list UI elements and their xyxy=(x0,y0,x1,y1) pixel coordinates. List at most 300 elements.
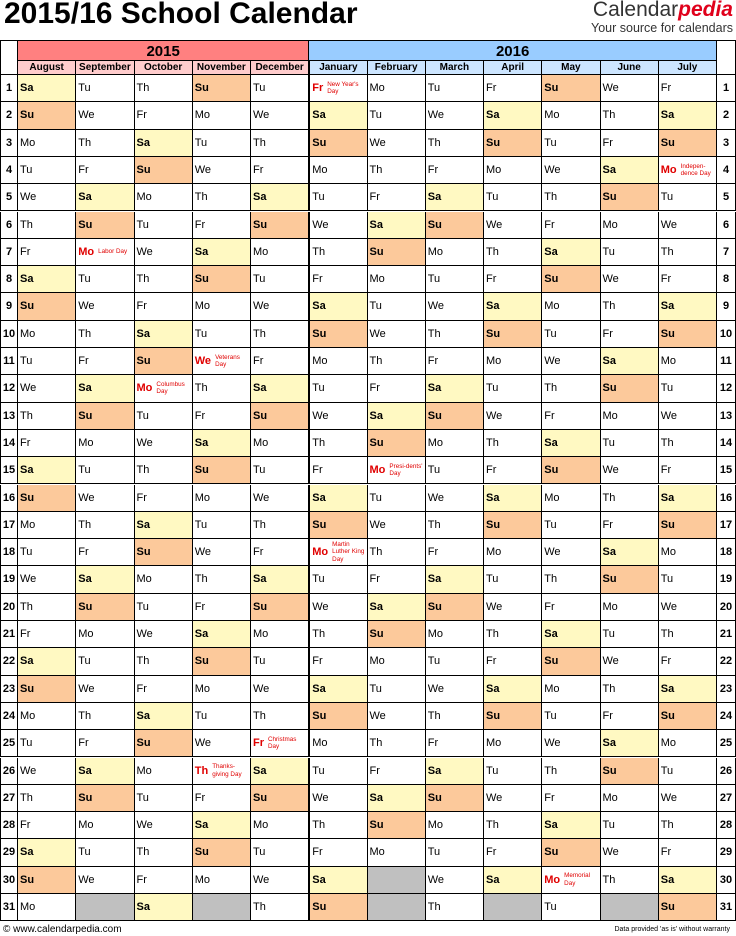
day-cell[interactable] xyxy=(659,403,717,430)
day-cell[interactable] xyxy=(309,321,367,348)
day-cell[interactable] xyxy=(135,184,193,211)
day-cell[interactable] xyxy=(251,839,309,866)
day-cell[interactable] xyxy=(18,539,76,566)
day-cell[interactable] xyxy=(426,703,484,730)
day-cell[interactable] xyxy=(601,785,659,812)
day-cell[interactable] xyxy=(76,648,134,675)
day-cell[interactable] xyxy=(193,566,251,593)
day-cell[interactable] xyxy=(484,867,542,894)
day-cell[interactable] xyxy=(426,594,484,621)
day-cell[interactable] xyxy=(193,512,251,539)
day-cell[interactable] xyxy=(542,730,600,757)
day-cell[interactable] xyxy=(18,157,76,184)
day-cell[interactable] xyxy=(76,102,134,129)
day-cell[interactable] xyxy=(18,621,76,648)
day-cell[interactable] xyxy=(601,566,659,593)
day-cell[interactable] xyxy=(251,676,309,703)
day-cell[interactable] xyxy=(193,785,251,812)
day-cell[interactable] xyxy=(309,839,367,866)
day-cell[interactable] xyxy=(251,648,309,675)
day-cell[interactable] xyxy=(659,648,717,675)
day-cell[interactable] xyxy=(135,867,193,894)
day-cell[interactable] xyxy=(368,293,426,320)
day-cell[interactable] xyxy=(601,485,659,512)
day-cell[interactable] xyxy=(542,430,600,457)
holiday-cell[interactable] xyxy=(542,867,600,894)
day-cell[interactable] xyxy=(193,157,251,184)
day-cell[interactable] xyxy=(659,485,717,512)
day-cell[interactable] xyxy=(426,457,484,484)
day-cell[interactable] xyxy=(542,485,600,512)
day-cell[interactable] xyxy=(542,457,600,484)
day-cell[interactable] xyxy=(659,730,717,757)
day-cell[interactable] xyxy=(484,375,542,402)
day-cell[interactable] xyxy=(193,594,251,621)
day-cell[interactable] xyxy=(193,75,251,102)
day-cell[interactable] xyxy=(18,703,76,730)
day-cell[interactable] xyxy=(542,266,600,293)
day-cell[interactable] xyxy=(18,566,76,593)
day-cell[interactable] xyxy=(601,812,659,839)
day-cell[interactable] xyxy=(426,212,484,239)
day-cell[interactable] xyxy=(484,293,542,320)
day-cell[interactable] xyxy=(135,758,193,785)
day-cell[interactable] xyxy=(76,457,134,484)
day-cell[interactable] xyxy=(309,867,367,894)
day-cell[interactable] xyxy=(484,894,542,921)
day-cell[interactable] xyxy=(484,566,542,593)
day-cell[interactable] xyxy=(76,894,134,921)
day-cell[interactable] xyxy=(251,375,309,402)
day-cell[interactable] xyxy=(542,293,600,320)
day-cell[interactable] xyxy=(193,212,251,239)
day-cell[interactable] xyxy=(484,266,542,293)
day-cell[interactable] xyxy=(368,703,426,730)
day-cell[interactable] xyxy=(542,648,600,675)
day-cell[interactable] xyxy=(542,894,600,921)
day-cell[interactable] xyxy=(368,894,426,921)
day-cell[interactable] xyxy=(368,403,426,430)
day-cell[interactable] xyxy=(426,102,484,129)
day-cell[interactable] xyxy=(18,512,76,539)
day-cell[interactable] xyxy=(193,266,251,293)
day-cell[interactable] xyxy=(659,785,717,812)
day-cell[interactable] xyxy=(542,75,600,102)
day-cell[interactable] xyxy=(309,403,367,430)
day-cell[interactable] xyxy=(76,867,134,894)
day-cell[interactable] xyxy=(542,403,600,430)
day-cell[interactable] xyxy=(542,375,600,402)
day-cell[interactable] xyxy=(484,539,542,566)
day-cell[interactable] xyxy=(76,703,134,730)
day-cell[interactable] xyxy=(426,539,484,566)
day-cell[interactable] xyxy=(659,75,717,102)
day-cell[interactable] xyxy=(368,512,426,539)
day-cell[interactable] xyxy=(426,676,484,703)
day-cell[interactable] xyxy=(309,512,367,539)
day-cell[interactable] xyxy=(309,758,367,785)
day-cell[interactable] xyxy=(484,321,542,348)
day-cell[interactable] xyxy=(368,321,426,348)
day-cell[interactable] xyxy=(368,102,426,129)
day-cell[interactable] xyxy=(484,157,542,184)
day-cell[interactable] xyxy=(76,812,134,839)
day-cell[interactable] xyxy=(309,184,367,211)
day-cell[interactable] xyxy=(18,758,76,785)
day-cell[interactable] xyxy=(251,321,309,348)
day-cell[interactable] xyxy=(659,239,717,266)
day-cell[interactable] xyxy=(426,266,484,293)
day-cell[interactable] xyxy=(368,239,426,266)
day-cell[interactable] xyxy=(309,348,367,375)
day-cell[interactable] xyxy=(601,239,659,266)
day-cell[interactable] xyxy=(484,758,542,785)
day-cell[interactable] xyxy=(368,430,426,457)
day-cell[interactable] xyxy=(484,785,542,812)
day-cell[interactable] xyxy=(251,348,309,375)
day-cell[interactable] xyxy=(193,894,251,921)
day-cell[interactable] xyxy=(18,375,76,402)
day-cell[interactable] xyxy=(484,130,542,157)
day-cell[interactable] xyxy=(76,75,134,102)
day-cell[interactable] xyxy=(193,485,251,512)
day-cell[interactable] xyxy=(251,102,309,129)
day-cell[interactable] xyxy=(251,130,309,157)
day-cell[interactable] xyxy=(18,403,76,430)
day-cell[interactable] xyxy=(76,621,134,648)
day-cell[interactable] xyxy=(484,457,542,484)
day-cell[interactable] xyxy=(251,621,309,648)
day-cell[interactable] xyxy=(251,293,309,320)
day-cell[interactable] xyxy=(426,130,484,157)
day-cell[interactable] xyxy=(18,839,76,866)
day-cell[interactable] xyxy=(601,621,659,648)
day-cell[interactable] xyxy=(309,676,367,703)
day-cell[interactable] xyxy=(542,839,600,866)
day-cell[interactable] xyxy=(309,212,367,239)
day-cell[interactable] xyxy=(76,676,134,703)
day-cell[interactable] xyxy=(135,430,193,457)
day-cell[interactable] xyxy=(18,321,76,348)
day-cell[interactable] xyxy=(426,293,484,320)
day-cell[interactable] xyxy=(251,157,309,184)
day-cell[interactable] xyxy=(601,375,659,402)
day-cell[interactable] xyxy=(659,212,717,239)
day-cell[interactable] xyxy=(368,621,426,648)
day-cell[interactable] xyxy=(659,293,717,320)
day-cell[interactable] xyxy=(484,839,542,866)
day-cell[interactable] xyxy=(601,730,659,757)
day-cell[interactable] xyxy=(309,566,367,593)
day-cell[interactable] xyxy=(542,239,600,266)
day-cell[interactable] xyxy=(76,403,134,430)
day-cell[interactable] xyxy=(135,348,193,375)
day-cell[interactable] xyxy=(309,812,367,839)
day-cell[interactable] xyxy=(76,266,134,293)
day-cell[interactable] xyxy=(251,457,309,484)
day-cell[interactable] xyxy=(659,266,717,293)
day-cell[interactable] xyxy=(193,239,251,266)
day-cell[interactable] xyxy=(542,758,600,785)
day-cell[interactable] xyxy=(309,730,367,757)
day-cell[interactable] xyxy=(426,75,484,102)
day-cell[interactable] xyxy=(659,758,717,785)
day-cell[interactable] xyxy=(76,321,134,348)
day-cell[interactable] xyxy=(426,375,484,402)
day-cell[interactable] xyxy=(601,539,659,566)
day-cell[interactable] xyxy=(542,321,600,348)
day-cell[interactable] xyxy=(659,594,717,621)
day-cell[interactable] xyxy=(193,867,251,894)
day-cell[interactable] xyxy=(18,184,76,211)
day-cell[interactable] xyxy=(659,566,717,593)
day-cell[interactable] xyxy=(309,375,367,402)
day-cell[interactable] xyxy=(251,566,309,593)
day-cell[interactable] xyxy=(76,212,134,239)
holiday-cell[interactable] xyxy=(368,457,426,484)
day-cell[interactable] xyxy=(135,130,193,157)
day-cell[interactable] xyxy=(484,75,542,102)
day-cell[interactable] xyxy=(368,566,426,593)
day-cell[interactable] xyxy=(601,266,659,293)
day-cell[interactable] xyxy=(251,867,309,894)
day-cell[interactable] xyxy=(193,730,251,757)
holiday-cell[interactable] xyxy=(251,730,309,757)
day-cell[interactable] xyxy=(135,102,193,129)
day-cell[interactable] xyxy=(18,812,76,839)
day-cell[interactable] xyxy=(76,539,134,566)
day-cell[interactable] xyxy=(601,867,659,894)
day-cell[interactable] xyxy=(484,676,542,703)
day-cell[interactable] xyxy=(18,130,76,157)
day-cell[interactable] xyxy=(135,539,193,566)
day-cell[interactable] xyxy=(193,539,251,566)
day-cell[interactable] xyxy=(193,457,251,484)
day-cell[interactable] xyxy=(659,348,717,375)
day-cell[interactable] xyxy=(426,730,484,757)
day-cell[interactable] xyxy=(426,758,484,785)
day-cell[interactable] xyxy=(18,212,76,239)
day-cell[interactable] xyxy=(251,239,309,266)
day-cell[interactable] xyxy=(426,430,484,457)
day-cell[interactable] xyxy=(368,676,426,703)
day-cell[interactable] xyxy=(659,130,717,157)
day-cell[interactable] xyxy=(251,758,309,785)
day-cell[interactable] xyxy=(426,648,484,675)
day-cell[interactable] xyxy=(18,75,76,102)
day-cell[interactable] xyxy=(135,266,193,293)
day-cell[interactable] xyxy=(76,293,134,320)
day-cell[interactable] xyxy=(251,266,309,293)
day-cell[interactable] xyxy=(251,212,309,239)
day-cell[interactable] xyxy=(601,512,659,539)
holiday-cell[interactable] xyxy=(193,758,251,785)
day-cell[interactable] xyxy=(601,293,659,320)
footer-url[interactable]: © www.calendarpedia.com xyxy=(3,924,122,935)
day-cell[interactable] xyxy=(251,403,309,430)
day-cell[interactable] xyxy=(601,676,659,703)
day-cell[interactable] xyxy=(368,375,426,402)
day-cell[interactable] xyxy=(484,730,542,757)
day-cell[interactable] xyxy=(426,321,484,348)
day-cell[interactable] xyxy=(601,321,659,348)
day-cell[interactable] xyxy=(368,485,426,512)
holiday-cell[interactable] xyxy=(135,375,193,402)
holiday-cell[interactable] xyxy=(193,348,251,375)
day-cell[interactable] xyxy=(601,457,659,484)
day-cell[interactable] xyxy=(484,212,542,239)
day-cell[interactable] xyxy=(426,785,484,812)
day-cell[interactable] xyxy=(659,676,717,703)
day-cell[interactable] xyxy=(135,648,193,675)
day-cell[interactable] xyxy=(251,75,309,102)
day-cell[interactable] xyxy=(542,348,600,375)
day-cell[interactable] xyxy=(251,594,309,621)
day-cell[interactable] xyxy=(542,157,600,184)
day-cell[interactable] xyxy=(542,130,600,157)
day-cell[interactable] xyxy=(542,785,600,812)
day-cell[interactable] xyxy=(601,430,659,457)
day-cell[interactable] xyxy=(368,594,426,621)
day-cell[interactable] xyxy=(18,867,76,894)
day-cell[interactable] xyxy=(484,594,542,621)
day-cell[interactable] xyxy=(484,430,542,457)
day-cell[interactable] xyxy=(76,184,134,211)
day-cell[interactable] xyxy=(18,430,76,457)
day-cell[interactable] xyxy=(368,75,426,102)
day-cell[interactable] xyxy=(18,239,76,266)
day-cell[interactable] xyxy=(18,293,76,320)
day-cell[interactable] xyxy=(368,730,426,757)
day-cell[interactable] xyxy=(484,648,542,675)
day-cell[interactable] xyxy=(76,785,134,812)
day-cell[interactable] xyxy=(135,785,193,812)
day-cell[interactable] xyxy=(193,676,251,703)
day-cell[interactable] xyxy=(135,321,193,348)
day-cell[interactable] xyxy=(601,648,659,675)
day-cell[interactable] xyxy=(18,648,76,675)
day-cell[interactable] xyxy=(309,102,367,129)
day-cell[interactable] xyxy=(484,621,542,648)
day-cell[interactable] xyxy=(135,812,193,839)
day-cell[interactable] xyxy=(18,266,76,293)
day-cell[interactable] xyxy=(309,430,367,457)
day-cell[interactable] xyxy=(659,184,717,211)
day-cell[interactable] xyxy=(659,894,717,921)
day-cell[interactable] xyxy=(135,75,193,102)
day-cell[interactable] xyxy=(18,676,76,703)
day-cell[interactable] xyxy=(309,266,367,293)
day-cell[interactable] xyxy=(135,212,193,239)
day-cell[interactable] xyxy=(309,785,367,812)
day-cell[interactable] xyxy=(193,430,251,457)
day-cell[interactable] xyxy=(426,512,484,539)
day-cell[interactable] xyxy=(18,457,76,484)
day-cell[interactable] xyxy=(368,812,426,839)
day-cell[interactable] xyxy=(484,703,542,730)
day-cell[interactable] xyxy=(309,130,367,157)
day-cell[interactable] xyxy=(18,785,76,812)
day-cell[interactable] xyxy=(368,348,426,375)
day-cell[interactable] xyxy=(309,293,367,320)
day-cell[interactable] xyxy=(542,703,600,730)
day-cell[interactable] xyxy=(251,184,309,211)
day-cell[interactable] xyxy=(18,594,76,621)
day-cell[interactable] xyxy=(426,839,484,866)
day-cell[interactable] xyxy=(601,157,659,184)
day-cell[interactable] xyxy=(484,102,542,129)
day-cell[interactable] xyxy=(251,812,309,839)
day-cell[interactable] xyxy=(426,566,484,593)
holiday-cell[interactable] xyxy=(659,157,717,184)
day-cell[interactable] xyxy=(135,839,193,866)
day-cell[interactable] xyxy=(368,539,426,566)
day-cell[interactable] xyxy=(542,621,600,648)
day-cell[interactable] xyxy=(426,812,484,839)
day-cell[interactable] xyxy=(193,130,251,157)
day-cell[interactable] xyxy=(135,566,193,593)
day-cell[interactable] xyxy=(659,457,717,484)
day-cell[interactable] xyxy=(368,157,426,184)
day-cell[interactable] xyxy=(18,485,76,512)
day-cell[interactable] xyxy=(601,75,659,102)
day-cell[interactable] xyxy=(135,676,193,703)
day-cell[interactable] xyxy=(135,485,193,512)
day-cell[interactable] xyxy=(484,512,542,539)
day-cell[interactable] xyxy=(18,730,76,757)
day-cell[interactable] xyxy=(135,293,193,320)
day-cell[interactable] xyxy=(426,485,484,512)
day-cell[interactable] xyxy=(659,812,717,839)
day-cell[interactable] xyxy=(426,867,484,894)
day-cell[interactable] xyxy=(251,539,309,566)
day-cell[interactable] xyxy=(659,512,717,539)
day-cell[interactable] xyxy=(484,239,542,266)
day-cell[interactable] xyxy=(309,457,367,484)
day-cell[interactable] xyxy=(659,539,717,566)
day-cell[interactable] xyxy=(601,348,659,375)
day-cell[interactable] xyxy=(426,348,484,375)
holiday-cell[interactable] xyxy=(309,75,367,102)
day-cell[interactable] xyxy=(76,594,134,621)
day-cell[interactable] xyxy=(251,485,309,512)
day-cell[interactable] xyxy=(484,485,542,512)
day-cell[interactable] xyxy=(601,184,659,211)
day-cell[interactable] xyxy=(193,403,251,430)
day-cell[interactable] xyxy=(193,375,251,402)
day-cell[interactable] xyxy=(659,321,717,348)
day-cell[interactable] xyxy=(368,212,426,239)
day-cell[interactable] xyxy=(426,621,484,648)
day-cell[interactable] xyxy=(484,403,542,430)
day-cell[interactable] xyxy=(135,703,193,730)
day-cell[interactable] xyxy=(76,375,134,402)
day-cell[interactable] xyxy=(76,348,134,375)
day-cell[interactable] xyxy=(135,730,193,757)
day-cell[interactable] xyxy=(76,758,134,785)
day-cell[interactable] xyxy=(76,839,134,866)
day-cell[interactable] xyxy=(251,785,309,812)
day-cell[interactable] xyxy=(426,157,484,184)
day-cell[interactable] xyxy=(426,184,484,211)
day-cell[interactable] xyxy=(193,648,251,675)
day-cell[interactable] xyxy=(76,730,134,757)
day-cell[interactable] xyxy=(542,539,600,566)
day-cell[interactable] xyxy=(76,130,134,157)
day-cell[interactable] xyxy=(542,512,600,539)
day-cell[interactable] xyxy=(542,212,600,239)
day-cell[interactable] xyxy=(426,894,484,921)
